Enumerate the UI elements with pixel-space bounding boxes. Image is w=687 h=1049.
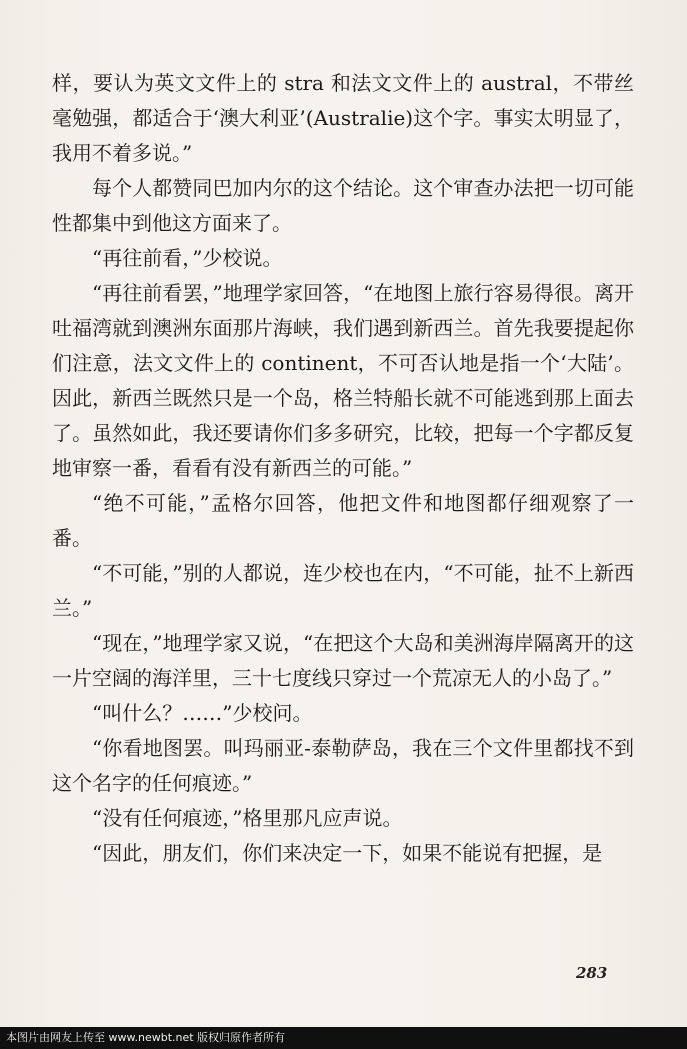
paragraph: “没有任何痕迹，”格里那凡应声说。: [92, 806, 403, 830]
paragraph: “你看地图罢。叫玛丽亚-泰勒萨岛，我在三个文件里都找不到这个名字的任何痕迹。”: [52, 736, 634, 795]
paragraph: “叫什么？……”少校问。: [92, 701, 313, 725]
paragraph: “绝不可能，”孟格尔回答，他把文件和地图都仔细观察了一番。: [52, 491, 634, 550]
paragraph: 每个人都赞同巴加内尔的这个结论。这个审查办法把一切可能性都集中到他这方面来了。: [52, 176, 634, 235]
paragraph: “再往前看，”少校说。: [92, 246, 283, 270]
page-number: 283: [576, 964, 608, 982]
paragraph: 样，要认为英文文件上的 stra 和法文文件上的 austral，不带丝毫勉强，都适合于‘澳大利亚’(Australie)这个字。事实太明显了，我用不着多说。”: [52, 71, 634, 165]
paragraph: “现在，”地理学家又说，“在把这个大岛和美洲海岸隔离开的这一片空阔的海洋里，三十七度线只穿过一个荒凉无人的小岛了。”: [52, 631, 634, 690]
paragraph: “因此，朋友们，你们来决定一下，如果不能说有把握，是: [92, 841, 603, 865]
paragraph: “再往前看罢，”地理学家回答，“在地图上旅行容易得很。离开吐福湾就到澳洲东面那片海峡，我们遇到新西兰。首先我要提起你们注意，法文文件上的 continent，不可否认地是指一个‘大陆’。因此，新西兰既然只是一个岛，格兰特船长就不可能逃到那上面去了。虽然如此，我还要请你们多多研究，比较，把每一个字都反复地审察一番，看看有没有新西兰的可能。”: [52, 281, 634, 480]
body-text: [52, 66, 634, 871]
paragraph: “不可能，”别的人都说，连少校也在内，“不可能，扯不上新西兰。”: [52, 561, 634, 620]
watermark-footer: 本图片由网友上传至 www.newbt.net 版权归原作者所有: [0, 1027, 687, 1049]
